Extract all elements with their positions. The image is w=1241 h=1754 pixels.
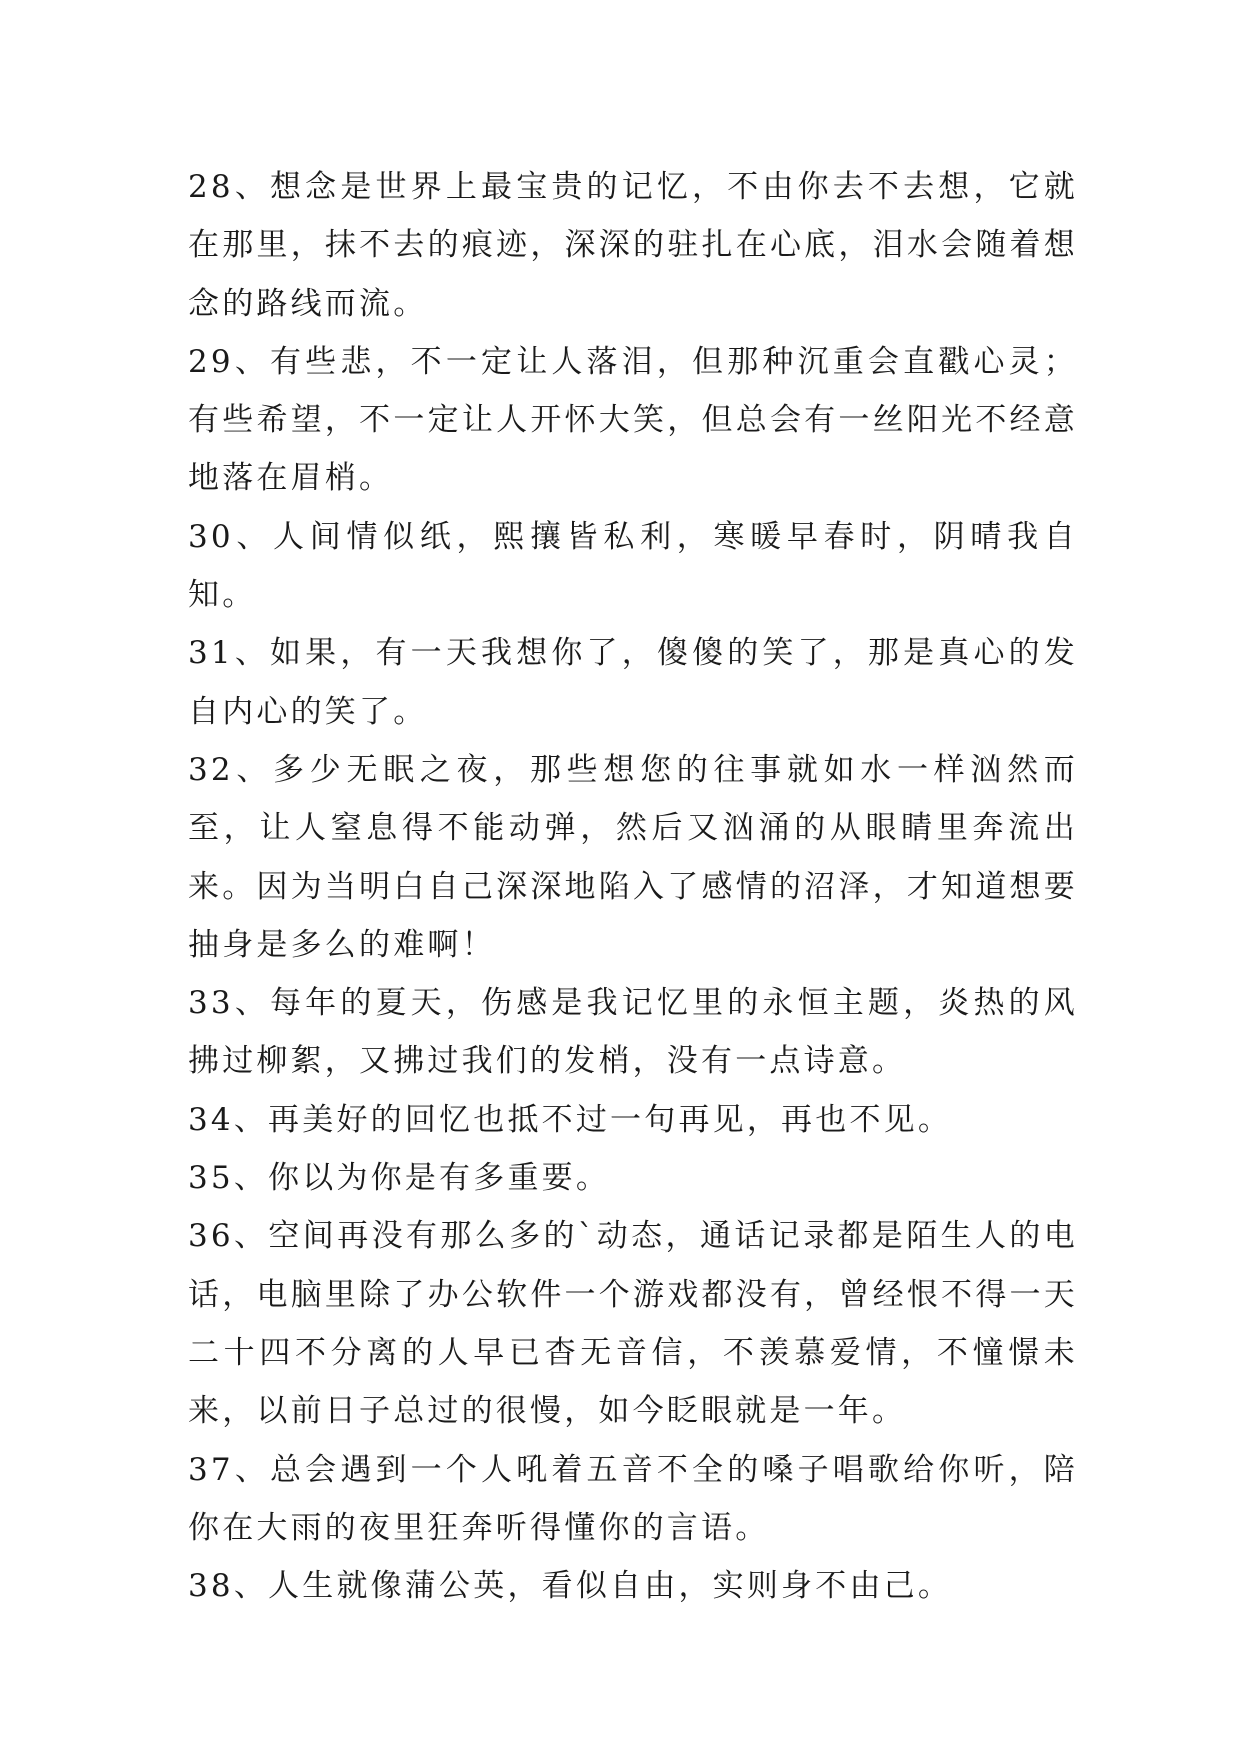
- quote-entry-30: 30、人间情似纸，熙攘皆私利，寒暖早春时，阴晴我自知。: [188, 518, 1078, 614]
- quote-entry-31: 31、如果，有一天我想你了，傻傻的笑了，那是真心的发自内心的笑了。: [188, 635, 1078, 730]
- quote-entry-34: 34、再美好的回忆也抵不过一句再见，再也不见。: [188, 1101, 953, 1138]
- quote-entry-37: 37、总会遇到一个人吼着五音不全的嗓子唱歌给你听，陪你在大雨的夜里狂奔听得懂你的言语。: [188, 1451, 1078, 1546]
- quote-entry-33: 33、每年的夏天，伤感是我记忆里的永恒主题，炎热的风拂过柳絮，又拂过我们的发梢，没有一点诗意。: [188, 985, 1078, 1080]
- quote-entry-36: 36、空间再没有那么多的`动态，通话记录都是陌生人的电话，电脑里除了办公软件一个游戏都没有，曾经恨不得一天二十四不分离的人早已杳无音信，不羡慕爱情，不憧憬未来，以前日子总过的很慢，如今眨眼就是一年。: [188, 1218, 1078, 1430]
- quote-entry-32: 32、多少无眠之夜，那些想您的往事就如水一样汹然而至，让人窒息得不能动弹，然后又汹涌的从眼睛里奔流出来。因为当明白自己深深地陷入了感情的沼泽，才知道想要抽身是多么的难啊！: [188, 751, 1078, 963]
- quote-entry-28: 28、想念是世界上最宝贵的记忆，不由你去不去想，它就在那里，抹不去的痕迹，深深的驻扎在心底，泪水会随着想念的路线而流。: [188, 169, 1078, 322]
- quote-entry-38: 38、人生就像蒲公英，看似自由，实则身不由己。: [188, 1568, 953, 1605]
- quote-entry-29: 29、有些悲，不一定让人落泪，但那种沉重会直戳心灵；有些希望，不一定让人开怀大笑，但总会有一丝阳光不经意地落在眉梢。: [188, 343, 1078, 497]
- document-body: [188, 158, 1078, 1615]
- quote-entry-35: 35、你以为你是有多重要。: [188, 1160, 611, 1197]
